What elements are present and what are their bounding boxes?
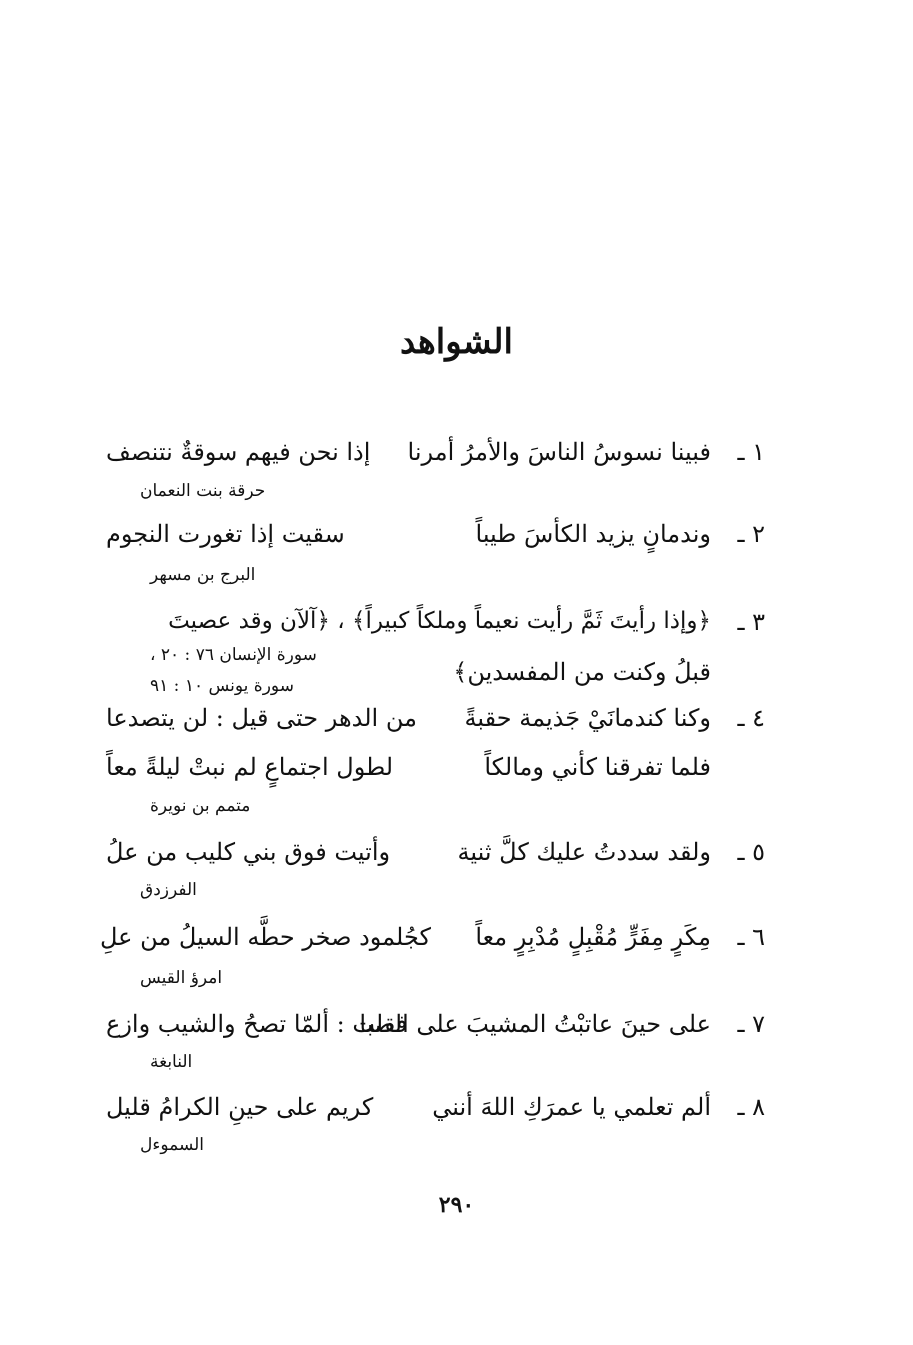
verse-first-hemistich: مِكَرٍ مِفَرٍّ مُقْبِلٍ مُدْبِرٍ معاً xyxy=(475,923,711,951)
verse-first-hemistich: فلما تفرقنا كأني ومالكاً xyxy=(484,753,711,781)
verse-first-hemistich: وندمانٍ يزيد الكأسَ طيباً xyxy=(475,520,711,548)
verse-first-hemistich: على حينَ عاتبْتُ المشيبَ على الصبا xyxy=(359,1010,711,1038)
poet-name: السموءل xyxy=(140,1135,205,1155)
poet-name: النابغة xyxy=(150,1052,193,1072)
verse-first-hemistich: ولقد سددتُ عليك كلَّ ثنية xyxy=(457,838,711,866)
verse-number: ٧ ـ xyxy=(737,1010,765,1038)
verse-second-hemistich: من الدهر حتى قيل : لن يتصدعا xyxy=(106,704,417,732)
verse-first-hemistich: فبينا نسوسُ الناسَ والأمرُ أمرنا xyxy=(407,438,711,466)
verse-number: ٣ ـ xyxy=(737,608,765,636)
verse-number: ٥ ـ xyxy=(737,838,765,866)
quran-source-2: سورة يونس ١٠ : ٩١ xyxy=(150,676,294,696)
verse-second-hemistich: كريم على حينِ الكرامُ قليل xyxy=(106,1093,374,1121)
verse-number: ٢ ـ xyxy=(737,520,765,548)
quran-line-1: ﴿وإذا رأيتَ ثَمَّ رأيت نعيماً وملكاً كبيراً﴾ ، ﴿آلآن وقد عصيتَ xyxy=(168,608,711,634)
verse-second-hemistich: إذا نحن فيهم سوقةٌ نتنصف xyxy=(106,438,371,466)
verse-number: ٨ ـ xyxy=(737,1093,765,1121)
quran-source-1: سورة الإنسان ٧٦ : ٢٠ ، xyxy=(150,645,317,665)
verse-first-hemistich: وكنا كندمانَيْ جَذيمة حقبةً xyxy=(464,704,711,732)
verse-first-hemistich: ألم تعلمي يا عمرَكِ اللهَ أنني xyxy=(432,1093,711,1121)
poet-name: حرقة بنت النعمان xyxy=(140,481,266,501)
verse-second-hemistich: لطول اجتماعٍ لم نبتْ ليلةً معاً xyxy=(106,753,394,781)
verse-second-hemistich: سقيت إذا تغورت النجوم xyxy=(106,520,345,548)
poet-name: متمم بن نويرة xyxy=(150,796,251,816)
verse-second-hemistich: وأتيت فوق بني كليب من علُ xyxy=(106,838,391,866)
page-title: الشواهد xyxy=(400,322,513,362)
page-number: ٢٩٠ xyxy=(438,1192,475,1218)
verse-number: ١ ـ xyxy=(737,438,765,466)
poet-name: البرج بن مسهر xyxy=(150,565,256,585)
poet-name: الفرزدق xyxy=(140,880,197,900)
poet-name: امرؤ القيس xyxy=(140,968,223,988)
verse-second-hemistich: فقلت : ألمّا تصحُ والشيب وازع xyxy=(106,1010,408,1038)
verse-number: ٦ ـ xyxy=(737,923,765,951)
verse-second-hemistich: كجُلمود صخر حطَّه السيلُ من علِ xyxy=(100,923,431,951)
verse-number: ٤ ـ xyxy=(737,704,765,732)
quran-line-2: قبلُ وكنت من المفسدين﴾ xyxy=(453,658,711,686)
